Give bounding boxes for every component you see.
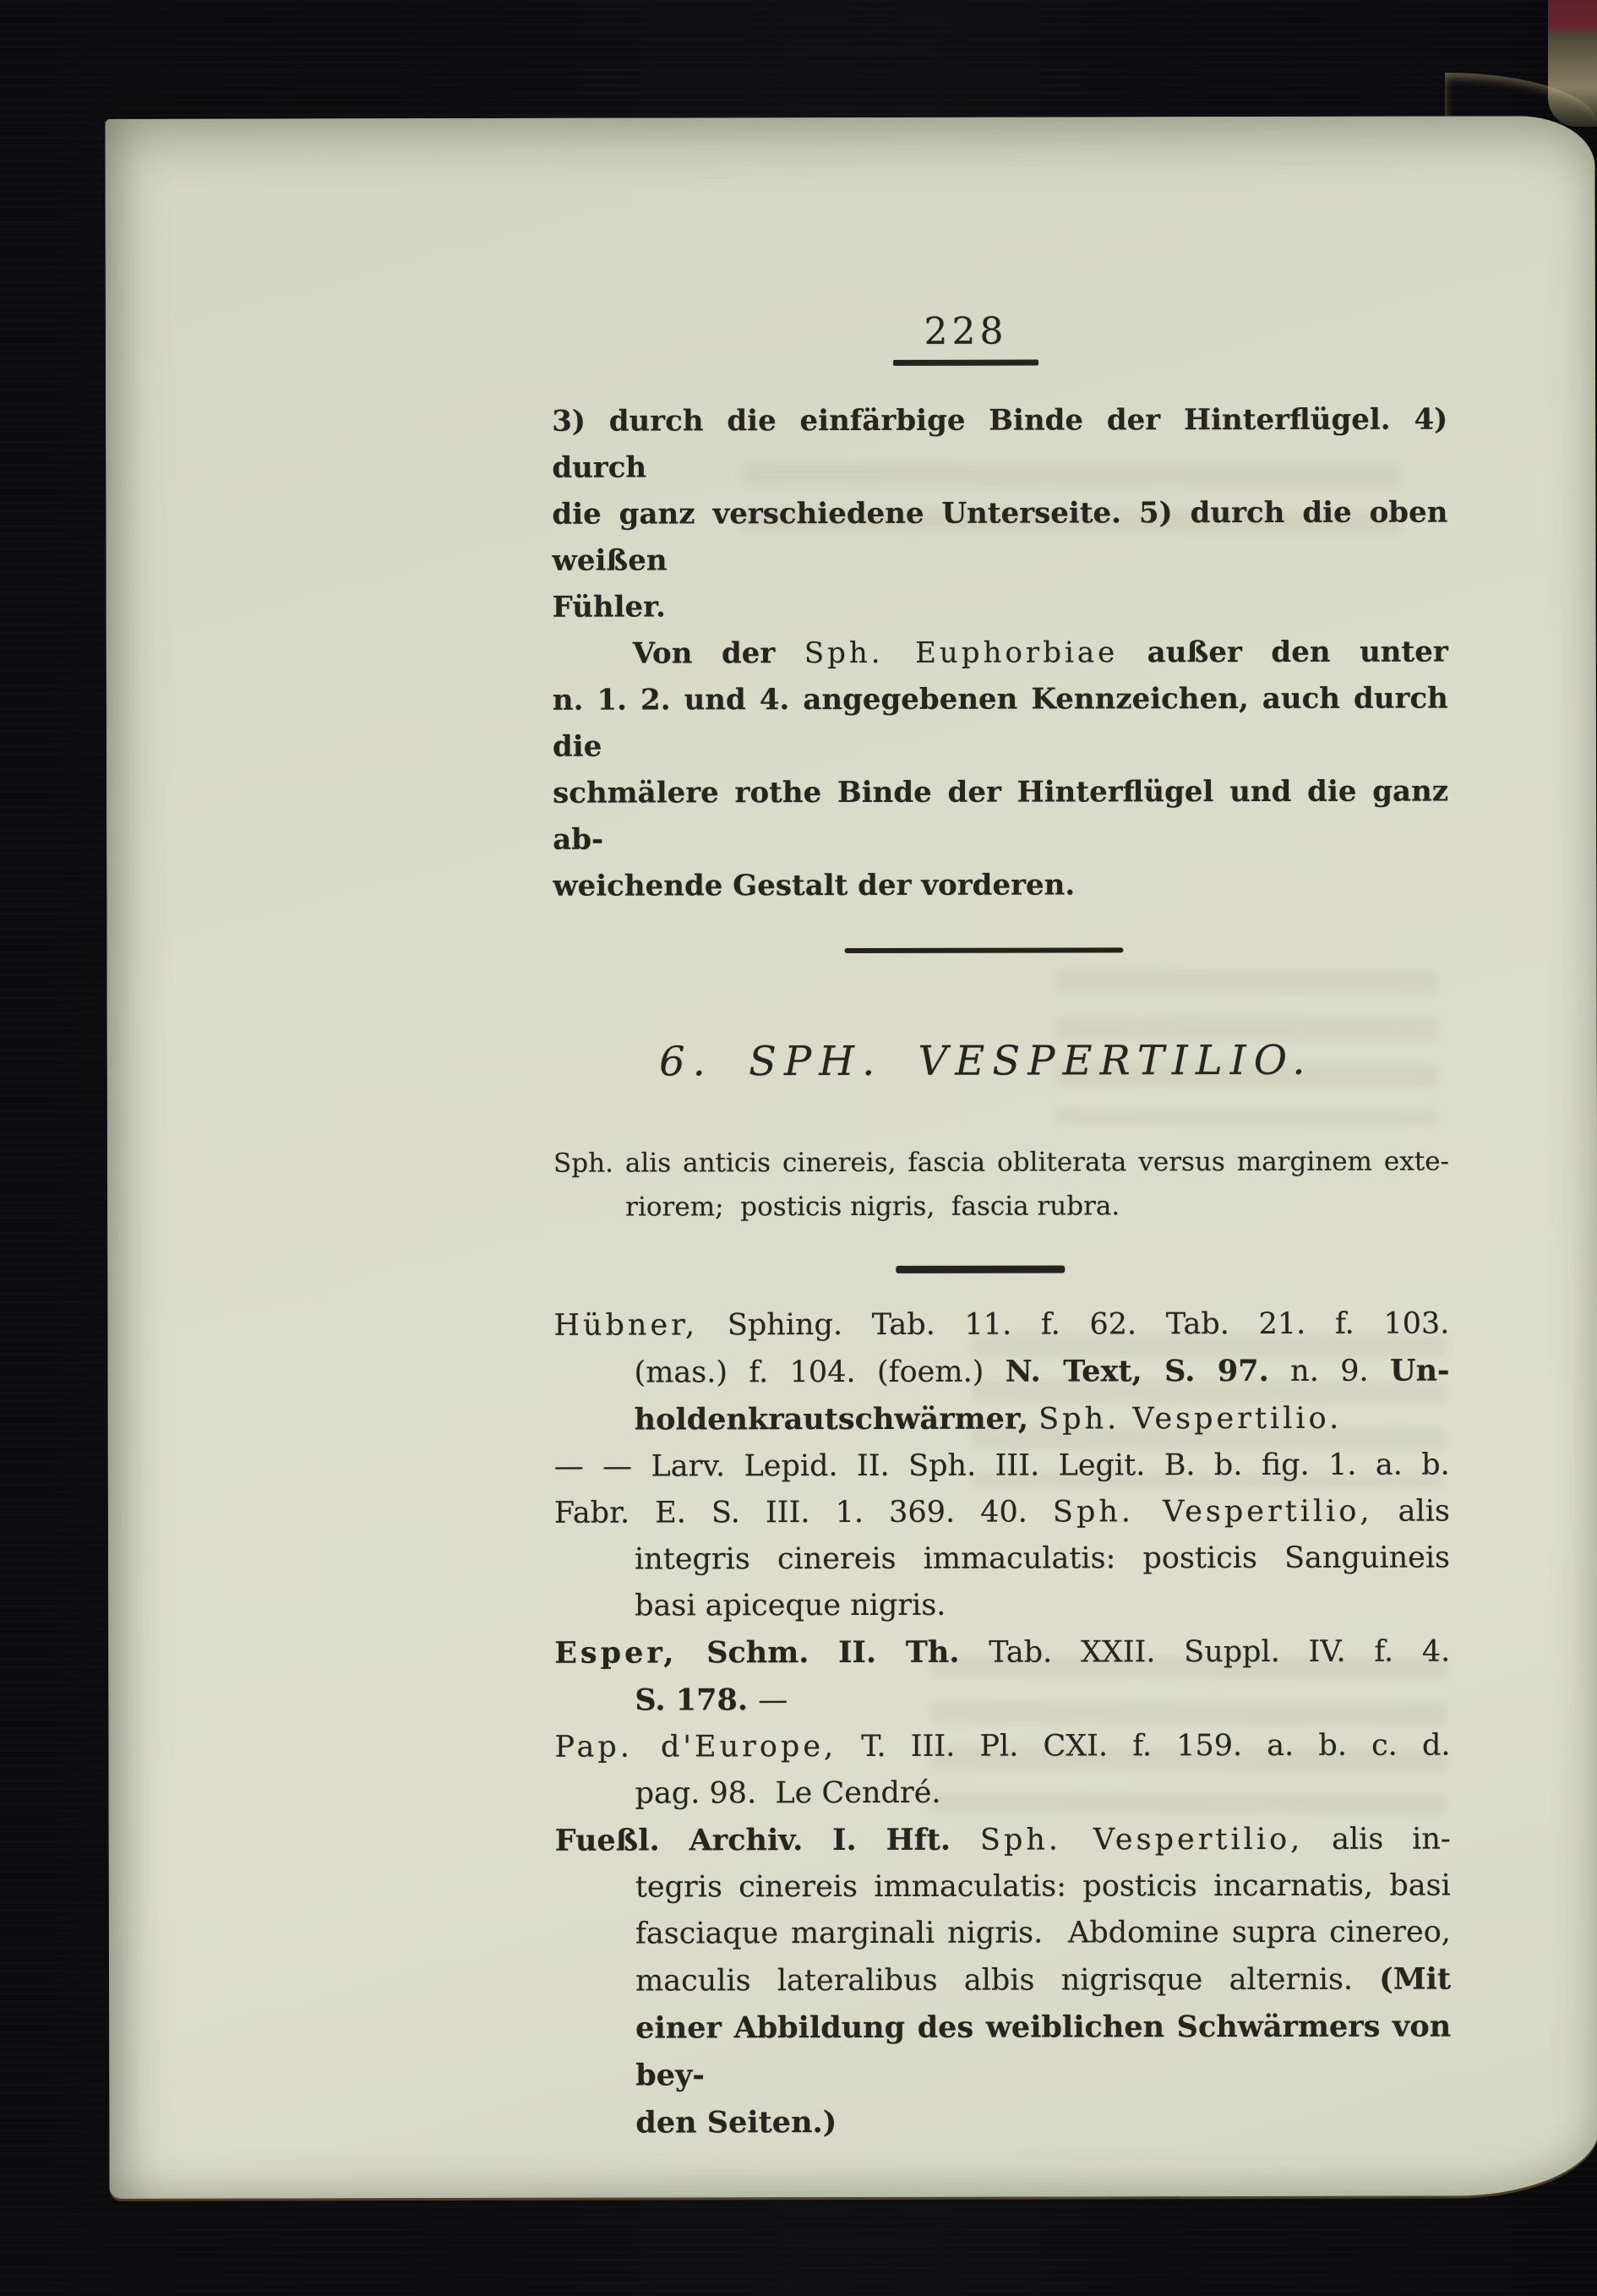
text-line — [554, 1628, 1450, 1677]
text-segment: tegris cinereis immaculatis: posticis incarnatis, basi — [635, 1868, 1451, 1905]
book-page — [105, 116, 1597, 2199]
text-line — [555, 2098, 1451, 2147]
text-line — [555, 1863, 1451, 1912]
paragraph-distinguishing-marks — [552, 397, 1458, 631]
text-segment: 3) durch die einfärbige Binde der Hinterflügel. 4) durch — [552, 402, 1458, 485]
text-segment: — — Larv. Lepid. II. Sph. III. Legit. B. b. fig. 1. a. b. — [553, 1448, 1450, 1484]
text-segment: n. 1. 2. und 4. angegebenen Kennzeichen, auch durch die — [552, 681, 1458, 764]
bibliography-entry-fabricius — [554, 1489, 1450, 1630]
text-segment: N. Text, S. 97. — [1005, 1353, 1269, 1389]
text-segment: einer Abbildung des weiblichen Schwärmers von bey- — [635, 2009, 1462, 2093]
text-segment: außer den unter — [1118, 635, 1448, 670]
bibliography — [553, 1301, 1462, 2147]
text-segment: Tab. XXII. Suppl. IV. f. 4. — [989, 1634, 1451, 1670]
text-segment: Fühler. — [552, 590, 666, 624]
text-segment: riorem; posticis nigris, fascia rubra. — [625, 1191, 1120, 1223]
text-line — [554, 1676, 1450, 1725]
text-segment: Sph. alis anticis cinereis, fascia obliterata versus marginem exte- — [553, 1146, 1450, 1179]
text-segment: Un- — [1390, 1353, 1450, 1388]
bibliography-entry-pap-deurope — [554, 1723, 1450, 1818]
text-line — [553, 1348, 1449, 1397]
text-line — [553, 1301, 1449, 1350]
text-segment: alis in- — [1303, 1822, 1451, 1857]
text-segment: Sph. Vespertilio, — [979, 1822, 1304, 1857]
text-segment: Sph. Vespertilio, — [1052, 1494, 1373, 1530]
text-segment: die ganz verschiedene Unterseite. 5) durch die oben weißen — [552, 495, 1458, 578]
text-segment: schmälere rothe Binde der Hinterflügel und die ganz ab- — [553, 774, 1458, 857]
text-segment: basi apiceque nigris. — [635, 1588, 946, 1623]
text-segment: pag. 98. Le Cendré. — [635, 1775, 941, 1811]
latin-diagnosis — [553, 1140, 1449, 1230]
text-line — [554, 1442, 1450, 1491]
text-segment: n. 9. — [1268, 1354, 1391, 1388]
text-line — [553, 862, 1448, 910]
text-line — [552, 676, 1458, 771]
text-line — [554, 1395, 1450, 1444]
text-segment: Esper, — [554, 1635, 678, 1671]
text-line — [552, 490, 1458, 585]
diagnosis-divider-rule — [896, 1265, 1065, 1273]
text-segment: maculis lateralibus albis nigrisque alternis. — [635, 1962, 1380, 1999]
text-line — [553, 1140, 1449, 1186]
text-line — [555, 1956, 1451, 2005]
text-line — [553, 583, 1448, 631]
text-line — [553, 630, 1448, 678]
text-segment: den Seiten.) — [635, 2105, 837, 2141]
text-segment: Schm. II. Th. — [677, 1634, 989, 1671]
text-line — [554, 1723, 1450, 1771]
text-segment: Sph. Vespertilio. — [1038, 1401, 1343, 1437]
page-number: 228 — [924, 309, 1008, 353]
species-heading: 6. SPH. VESPERTILIO. — [658, 1036, 1313, 1086]
bibliography-entry-huebner — [553, 1301, 1449, 1491]
text-segment: — — [758, 1683, 788, 1718]
text-segment: Fueßl. Archiv. I. Hft. — [554, 1822, 980, 1858]
bibliography-entry-fuessli — [554, 1816, 1462, 2147]
text-segment: (Mit — [1379, 1961, 1452, 1997]
paragraph-euphorbiae-comparison — [552, 630, 1458, 910]
page-header — [518, 309, 1414, 367]
text-line — [555, 1816, 1451, 1865]
text-segment: holdenkrautschwärmer, — [634, 1401, 1039, 1437]
text-line — [553, 1184, 1449, 1230]
text-segment: Pap. d'Europe, — [554, 1730, 837, 1764]
text-line — [554, 1535, 1450, 1584]
text-segment: (mas.) f. 104. (foem.) — [634, 1355, 1006, 1390]
text-line — [552, 397, 1458, 492]
text-segment: Fabr. E. S. III. 1. 369. 40. — [553, 1495, 1054, 1530]
text-segment: integris cinereis immaculatis: posticis Sanguineis — [634, 1541, 1451, 1577]
text-segment: Sphing. Tab. 11. f. 62. Tab. 21. f. 103. — [698, 1306, 1450, 1343]
text-segment: T. III. Pl. CXI. f. 159. a. b. c. d. — [837, 1728, 1451, 1764]
text-line — [554, 1489, 1450, 1537]
text-segment: Sph. Euphorbiae — [804, 635, 1119, 671]
section-divider-rule — [844, 947, 1123, 953]
bibliography-entry-esper — [554, 1628, 1450, 1725]
text-segment: fasciaque marginali nigris. Abdomine supra cinereo, — [635, 1915, 1451, 1951]
text-line — [555, 1770, 1451, 1818]
text-segment: S. 178. — [635, 1682, 759, 1718]
page-number-underline — [893, 360, 1038, 366]
text-segment: alis — [1372, 1494, 1450, 1529]
text-segment: Hübner, — [553, 1308, 699, 1343]
page-content — [552, 309, 1462, 2147]
text-line — [555, 1910, 1451, 1958]
text-line — [553, 769, 1458, 864]
text-line — [554, 1582, 1450, 1630]
text-segment: Von der — [632, 636, 804, 671]
text-line — [555, 2004, 1462, 2100]
text-segment: weichende Gestalt der vorderen. — [553, 868, 1076, 903]
